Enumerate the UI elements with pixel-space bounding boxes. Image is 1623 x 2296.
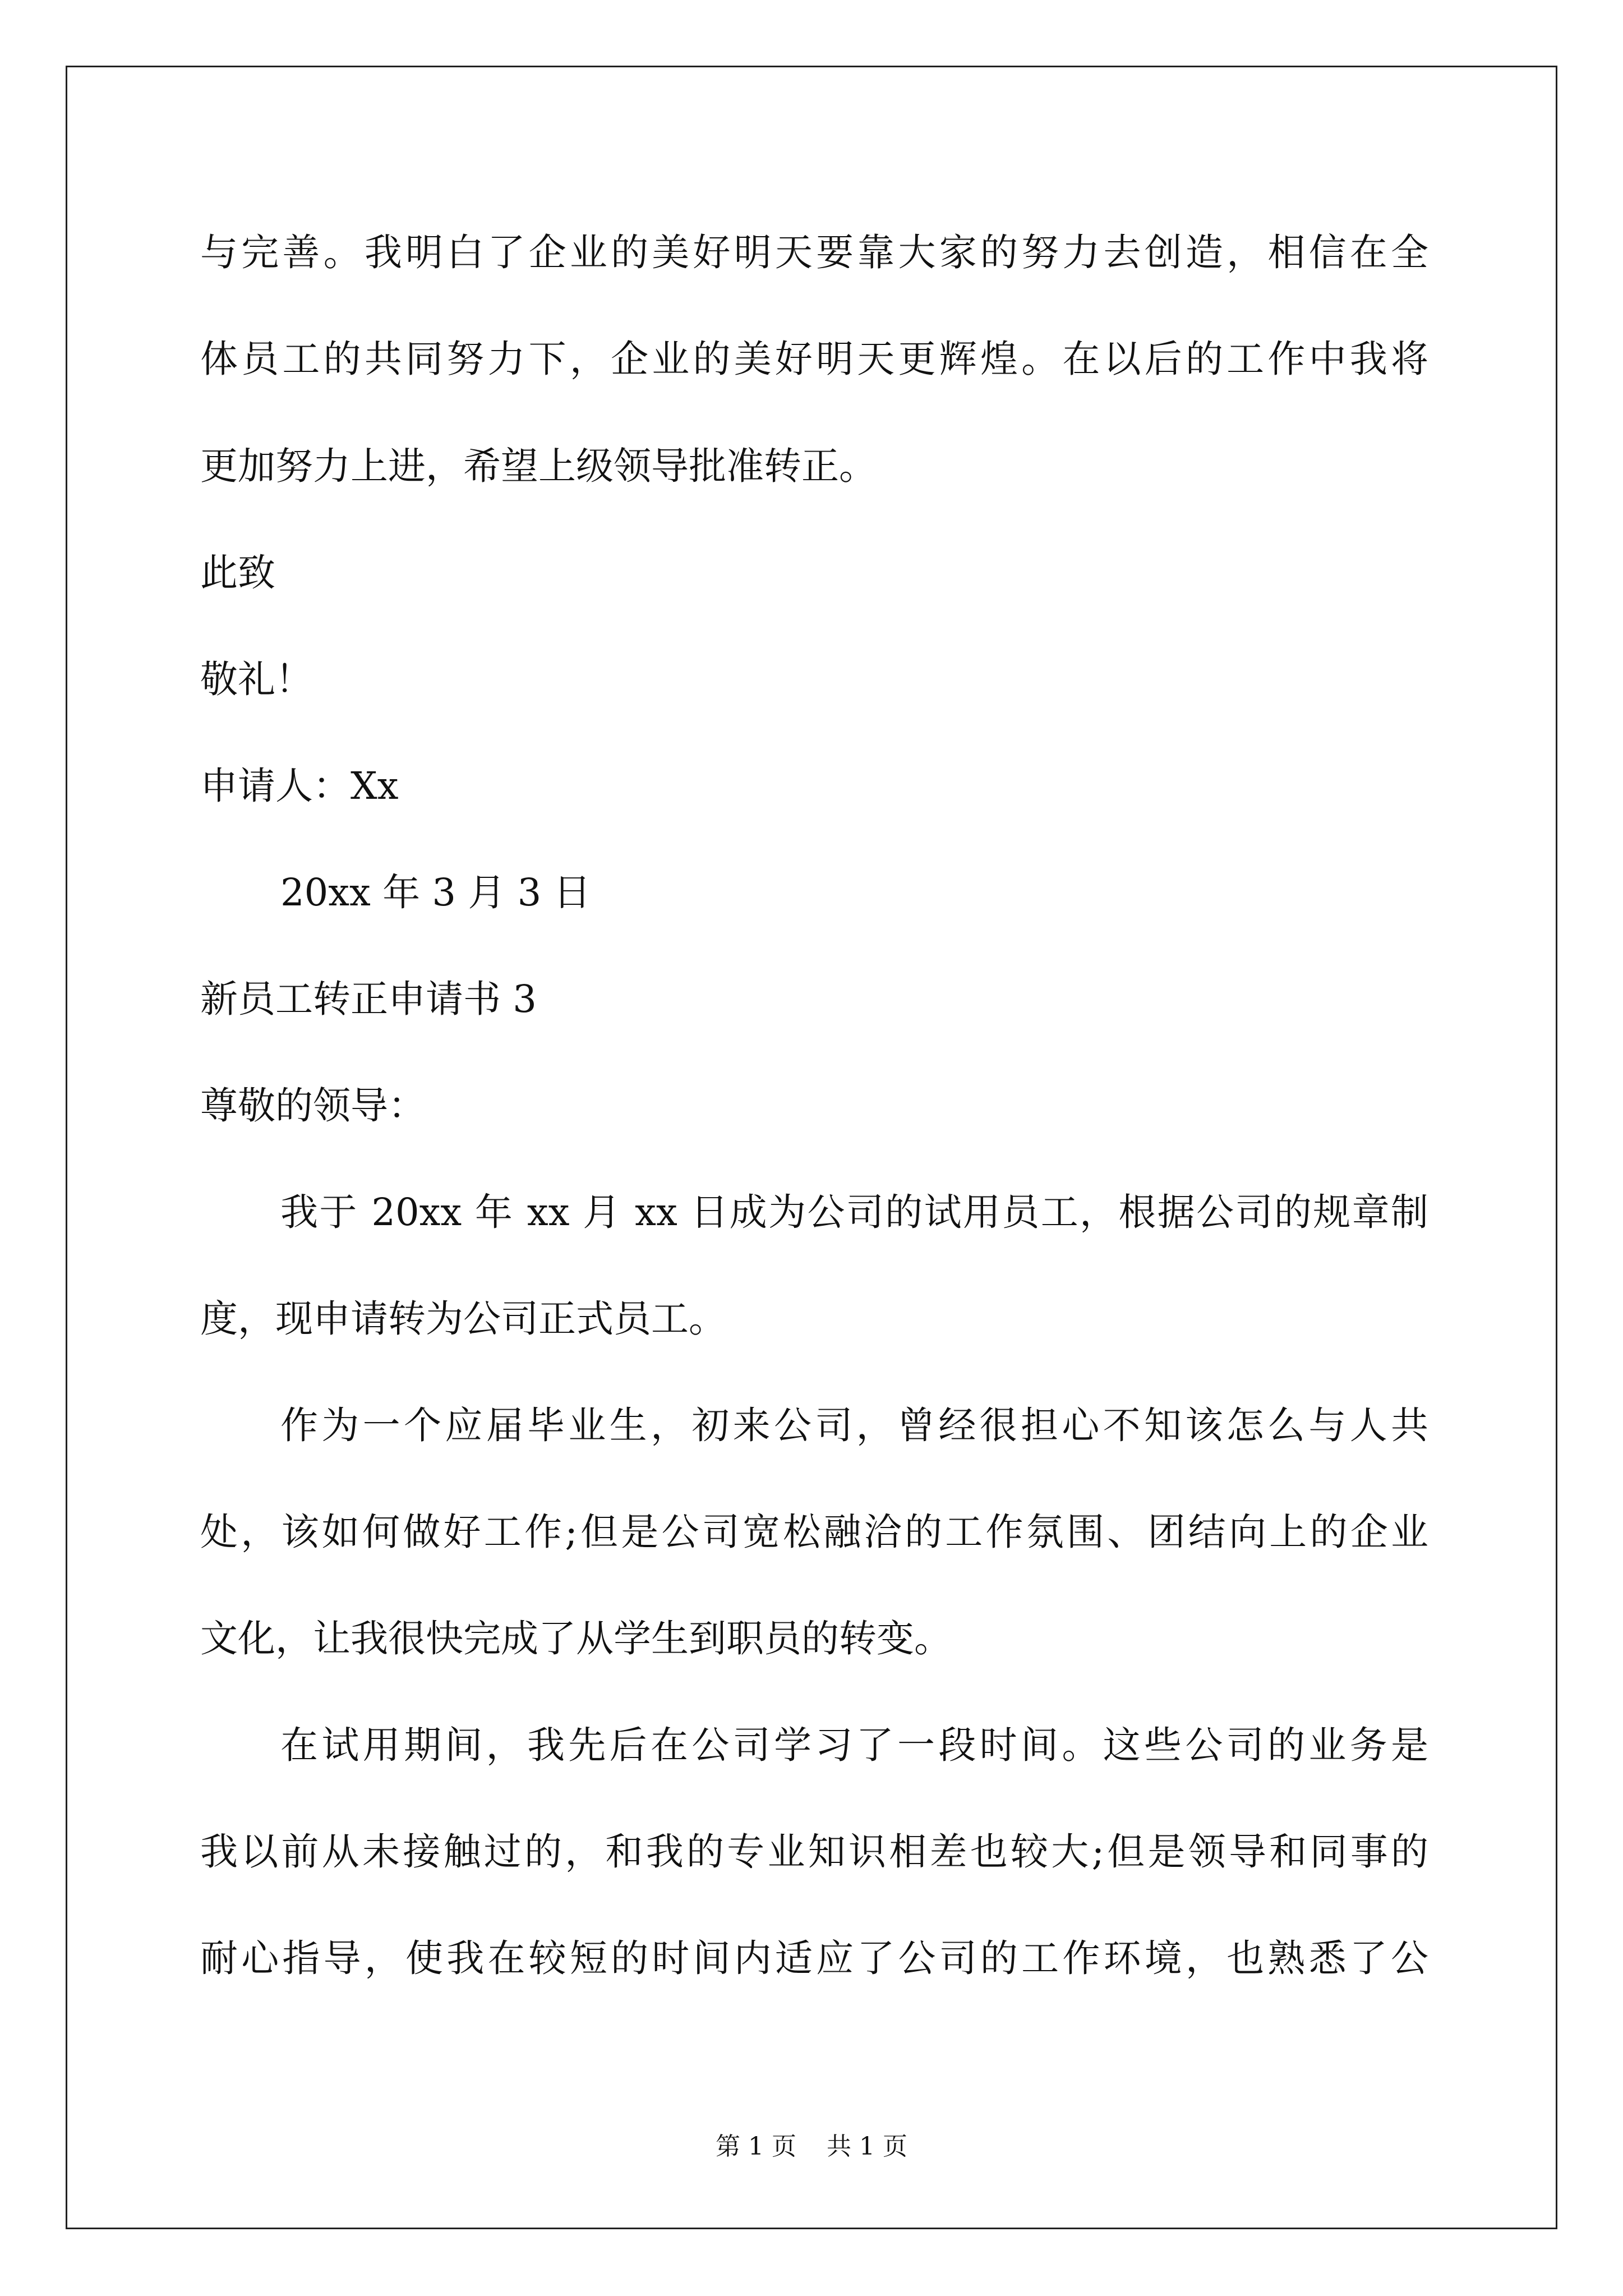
page-border	[66, 66, 1557, 2229]
applicant-signature: 申请人：Xx	[200, 764, 399, 808]
text-line: 耐心指导，使我在较短的时间内适应了公司的工作环境，也熟悉了公	[200, 1936, 1428, 1980]
section-title: 新员工转正申请书 3	[200, 977, 537, 1021]
text-line: 处，该如何做好工作;但是公司宽松融洽的工作氛围、团结向上的企业	[200, 1510, 1428, 1554]
page-footer	[0, 2130, 1623, 2164]
text-line: 我以前从未接触过的，和我的专业知识相差也较大;但是领导和同事的	[200, 1830, 1428, 1874]
text-line: 体员工的共同努力下，企业的美好明天更辉煌。在以后的工作中我将	[200, 337, 1428, 381]
closing-regards: 敬礼！	[200, 657, 313, 701]
text-line: 更加努力上进，希望上级领导批准转正。	[200, 444, 877, 488]
text-line: 在试用期间，我先后在公司学习了一段时间。这些公司的业务是	[280, 1723, 1428, 1767]
page-number: 第 1 页	[716, 2132, 796, 2161]
application-date: 20xx 年 3 月 3 日	[280, 871, 591, 914]
letter-greeting: 尊敬的领导：	[200, 1084, 426, 1128]
text-line: 与完善。我明白了企业的美好明天要靠大家的努力去创造，相信在全	[200, 231, 1428, 274]
page-total: 共 1 页	[827, 2132, 907, 2161]
text-line: 文化，让我很快完成了从学生到职员的转变。	[200, 1617, 952, 1660]
closing-salutation: 此致	[200, 551, 275, 595]
text-line: 我于 20xx 年 xx 月 xx 日成为公司的试用员工，根据公司的规章制	[280, 1190, 1428, 1234]
text-line: 度，现申请转为公司正式员工。	[200, 1297, 726, 1341]
text-line: 作为一个应届毕业生，初来公司，曾经很担心不知该怎么与人共	[280, 1404, 1428, 1447]
